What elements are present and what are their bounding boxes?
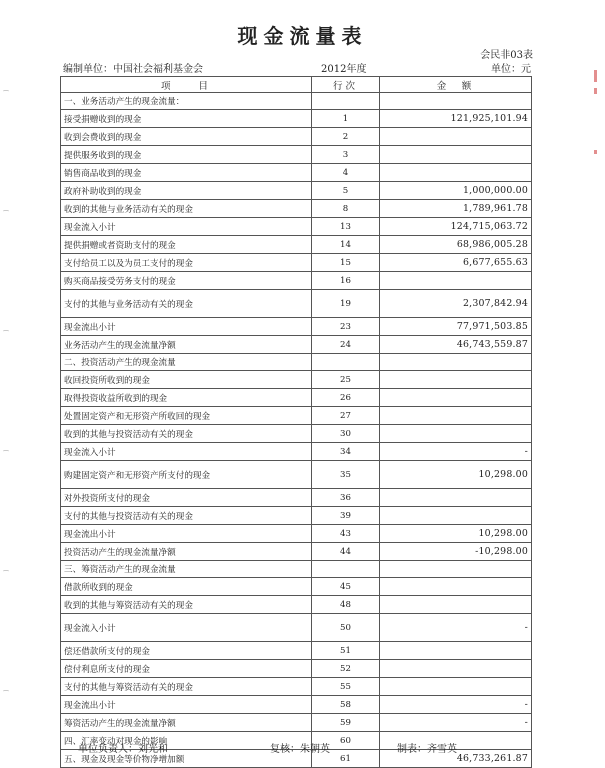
row-number: 24 bbox=[312, 336, 380, 354]
row-label: 取得投资收益所收到的现金 bbox=[61, 389, 312, 407]
table-row bbox=[61, 236, 532, 254]
row-label: 接受捐赠收到的现金 bbox=[61, 110, 312, 128]
table-row bbox=[61, 425, 532, 443]
row-number: 19 bbox=[312, 290, 380, 318]
report-year: 2012年度 bbox=[321, 64, 367, 75]
subtotal-row bbox=[61, 614, 532, 642]
binding-hole-mark bbox=[3, 690, 9, 693]
row-number bbox=[312, 561, 380, 578]
row-label: 筹资活动产生的现金流量净额 bbox=[61, 714, 312, 732]
row-number: 23 bbox=[312, 318, 380, 336]
row-label: 收到的其他与投资活动有关的现金 bbox=[61, 425, 312, 443]
table-row bbox=[61, 200, 532, 218]
table-row bbox=[61, 290, 532, 318]
row-number: 2 bbox=[312, 128, 380, 146]
row-amount bbox=[380, 507, 532, 525]
row-label: 现金流出小计 bbox=[61, 318, 312, 336]
row-amount bbox=[380, 596, 532, 614]
row-amount: 68,986,005.28 bbox=[380, 236, 532, 254]
row-amount: - bbox=[380, 696, 532, 714]
row-amount bbox=[380, 407, 532, 425]
row-number bbox=[312, 93, 380, 110]
row-amount bbox=[380, 389, 532, 407]
row-label: 收到的其他与筹资活动有关的现金 bbox=[61, 596, 312, 614]
row-number: 39 bbox=[312, 507, 380, 525]
row-number: 60 bbox=[312, 732, 380, 750]
table-row bbox=[61, 272, 532, 290]
row-amount bbox=[380, 425, 532, 443]
row-number: 5 bbox=[312, 182, 380, 200]
table-row bbox=[61, 110, 532, 128]
net-total-row bbox=[61, 336, 532, 354]
row-amount: 121,925,101.94 bbox=[380, 110, 532, 128]
table-row bbox=[61, 254, 532, 272]
row-number: 45 bbox=[312, 578, 380, 596]
signature-footer bbox=[78, 740, 498, 754]
row-number: 58 bbox=[312, 696, 380, 714]
section-row bbox=[61, 93, 532, 110]
row-number: 16 bbox=[312, 272, 380, 290]
page-title: 现金流量表 bbox=[237, 24, 368, 48]
row-number: 34 bbox=[312, 443, 380, 461]
row-label: 收到的其他与业务活动有关的现金 bbox=[61, 200, 312, 218]
row-amount bbox=[380, 272, 532, 290]
row-label: 购建固定资产和无形资产所支付的现金 bbox=[61, 461, 312, 489]
row-label: 支付的其他与业务活动有关的现金 bbox=[61, 290, 312, 318]
preparer-signoff: 制表：齐雪英 bbox=[397, 744, 457, 755]
row-amount: 1,000,000.00 bbox=[380, 182, 532, 200]
subtotal-row bbox=[61, 318, 532, 336]
binding-hole-mark bbox=[3, 570, 9, 573]
table-row bbox=[61, 642, 532, 660]
subtotal-row bbox=[61, 218, 532, 236]
row-amount: 1,789,961.78 bbox=[380, 200, 532, 218]
row-amount: 124,715,063.72 bbox=[380, 218, 532, 236]
row-number: 44 bbox=[312, 543, 380, 561]
row-number: 36 bbox=[312, 489, 380, 507]
table-row bbox=[61, 461, 532, 489]
scan-edge-mark bbox=[594, 70, 597, 82]
row-label: 二、投资活动产生的现金流量 bbox=[61, 354, 312, 371]
currency-unit: 单位：元 bbox=[491, 64, 531, 75]
row-number: 35 bbox=[312, 461, 380, 489]
row-amount: 77,971,503.85 bbox=[380, 318, 532, 336]
row-label: 收到会费收到的现金 bbox=[61, 128, 312, 146]
row-number: 13 bbox=[312, 218, 380, 236]
row-amount bbox=[380, 371, 532, 389]
row-amount bbox=[380, 128, 532, 146]
subtotal-row bbox=[61, 443, 532, 461]
row-label: 销售商品收到的现金 bbox=[61, 164, 312, 182]
org-label: 编制单位：中国社会福利基金会 bbox=[63, 64, 203, 75]
row-label: 现金流出小计 bbox=[61, 696, 312, 714]
row-number: 48 bbox=[312, 596, 380, 614]
row-amount: 46,743,559.87 bbox=[380, 336, 532, 354]
row-label: 四、汇率变动对现金的影响 bbox=[61, 732, 312, 750]
row-amount: 6,677,655.63 bbox=[380, 254, 532, 272]
row-amount bbox=[380, 642, 532, 660]
row-label: 处置固定资产和无形资产所收回的现金 bbox=[61, 407, 312, 425]
row-amount bbox=[380, 93, 532, 110]
row-amount: - bbox=[380, 614, 532, 642]
row-label: 现金流入小计 bbox=[61, 218, 312, 236]
row-label: 投资活动产生的现金流量净额 bbox=[61, 543, 312, 561]
table-row bbox=[61, 507, 532, 525]
row-amount bbox=[380, 578, 532, 596]
table-row bbox=[61, 371, 532, 389]
row-label: 三、筹资活动产生的现金流量 bbox=[61, 561, 312, 578]
table-row bbox=[61, 578, 532, 596]
row-number: 27 bbox=[312, 407, 380, 425]
row-number: 51 bbox=[312, 642, 380, 660]
row-amount bbox=[380, 146, 532, 164]
row-number: 50 bbox=[312, 614, 380, 642]
binding-hole-mark bbox=[3, 90, 9, 93]
row-number: 3 bbox=[312, 146, 380, 164]
row-label: 偿还借款所支付的现金 bbox=[61, 642, 312, 660]
row-number: 25 bbox=[312, 371, 380, 389]
row-label: 购买商品接受劳务支付的现金 bbox=[61, 272, 312, 290]
binding-hole-mark bbox=[3, 450, 9, 453]
row-label: 对外投资所支付的现金 bbox=[61, 489, 312, 507]
row-amount bbox=[380, 561, 532, 578]
net-total-row bbox=[61, 543, 532, 561]
row-label: 业务活动产生的现金流量净额 bbox=[61, 336, 312, 354]
table-row bbox=[61, 660, 532, 678]
row-number bbox=[312, 354, 380, 371]
reviewer-signoff: 复核：朱朝英 bbox=[270, 744, 330, 755]
row-amount bbox=[380, 354, 532, 371]
row-number: 14 bbox=[312, 236, 380, 254]
table-row bbox=[61, 678, 532, 696]
row-amount bbox=[380, 660, 532, 678]
row-amount bbox=[380, 489, 532, 507]
row-label: 支付的其他与筹资活动有关的现金 bbox=[61, 678, 312, 696]
row-number: 52 bbox=[312, 660, 380, 678]
row-label: 政府补助收到的现金 bbox=[61, 182, 312, 200]
binding-hole-mark bbox=[3, 330, 9, 333]
section-row bbox=[61, 354, 532, 371]
table-row bbox=[61, 164, 532, 182]
row-number: 59 bbox=[312, 714, 380, 732]
row-amount: 10,298.00 bbox=[380, 525, 532, 543]
row-label: 现金流出小计 bbox=[61, 525, 312, 543]
row-label: 偿付利息所支付的现金 bbox=[61, 660, 312, 678]
row-number: 8 bbox=[312, 200, 380, 218]
header-amount: 金 额 bbox=[380, 77, 532, 93]
row-number: 4 bbox=[312, 164, 380, 182]
table-row bbox=[61, 182, 532, 200]
subtotal-row bbox=[61, 696, 532, 714]
row-amount: - bbox=[380, 443, 532, 461]
row-amount: -10,298.00 bbox=[380, 543, 532, 561]
row-label: 提供服务收到的现金 bbox=[61, 146, 312, 164]
row-label: 支付的其他与投资活动有关的现金 bbox=[61, 507, 312, 525]
table-row bbox=[61, 596, 532, 614]
row-label: 借款所收到的现金 bbox=[61, 578, 312, 596]
subtotal-row bbox=[61, 525, 532, 543]
row-label: 支付给员工以及为员工支付的现金 bbox=[61, 254, 312, 272]
row-amount: 2,307,842.94 bbox=[380, 290, 532, 318]
scan-edge-mark bbox=[594, 88, 597, 94]
form-number: 会民非03表 bbox=[480, 50, 533, 61]
row-amount bbox=[380, 678, 532, 696]
table-row bbox=[61, 389, 532, 407]
row-label: 现金流入小计 bbox=[61, 443, 312, 461]
section-row bbox=[61, 561, 532, 578]
row-number: 61 bbox=[312, 750, 380, 768]
binding-hole-mark bbox=[3, 210, 9, 213]
header-item: 项 目 bbox=[61, 77, 312, 93]
row-number: 30 bbox=[312, 425, 380, 443]
row-amount bbox=[380, 164, 532, 182]
table-row bbox=[61, 489, 532, 507]
row-label: 一、业务活动产生的现金流量： bbox=[61, 93, 312, 110]
row-amount: 46,733,261.87 bbox=[380, 750, 532, 768]
net-total-row bbox=[61, 714, 532, 732]
row-label: 收回投资所收到的现金 bbox=[61, 371, 312, 389]
table-header-row bbox=[61, 77, 532, 93]
row-label: 提供捐赠或者资助支付的现金 bbox=[61, 236, 312, 254]
header-row-number: 行次 bbox=[312, 77, 380, 93]
row-number: 1 bbox=[312, 110, 380, 128]
table-row bbox=[61, 128, 532, 146]
cash-flow-table bbox=[60, 76, 532, 768]
report-info-line bbox=[63, 60, 531, 74]
table-row bbox=[61, 146, 532, 164]
principal-signoff: 单位负责人：刘光和 bbox=[78, 744, 168, 755]
table-row bbox=[61, 407, 532, 425]
row-number: 26 bbox=[312, 389, 380, 407]
row-label: 五、现金及现金等价物净增加额 bbox=[61, 750, 312, 768]
scan-edge-mark bbox=[594, 150, 597, 154]
row-number: 43 bbox=[312, 525, 380, 543]
row-label: 现金流入小计 bbox=[61, 614, 312, 642]
row-number: 15 bbox=[312, 254, 380, 272]
row-amount: 10,298.00 bbox=[380, 461, 532, 489]
row-number: 55 bbox=[312, 678, 380, 696]
row-amount: - bbox=[380, 714, 532, 732]
